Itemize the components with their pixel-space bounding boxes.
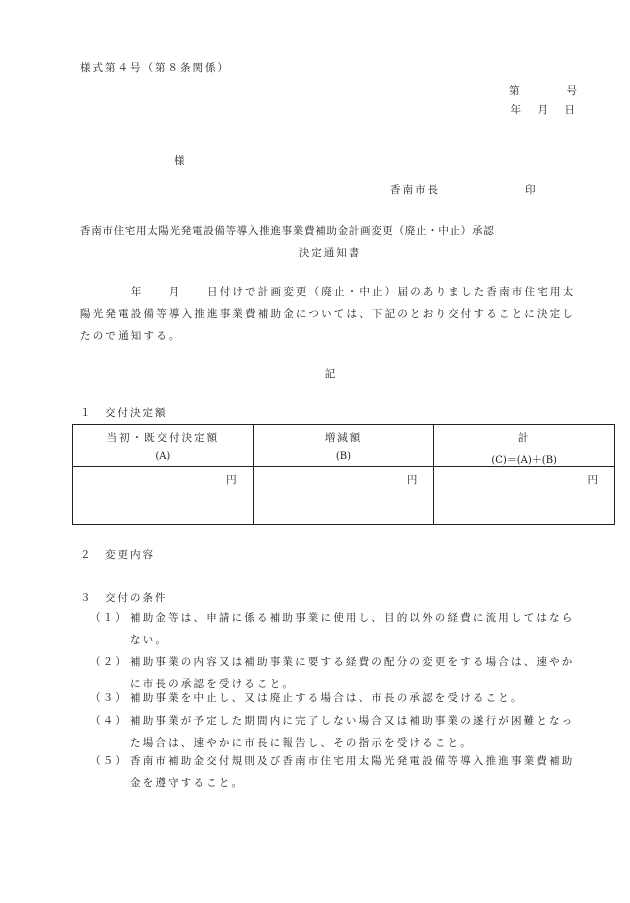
unit-yen: 円 <box>226 474 237 486</box>
condition-number: （３） <box>90 692 129 704</box>
condition-text: 香南市補助金交付規則及び香南市住宅用太陽光発電設備等導入推進事業費補助金を遵守すること。 <box>130 755 575 789</box>
condition-number: （１） <box>90 612 129 624</box>
addressee-suffix: 様 <box>174 155 185 167</box>
condition-number: （４） <box>90 715 129 727</box>
condition-text: 補助事業の内容又は補助事業に要する経費の配分の変更をする場合は、速やかに市長の承認を受けること。 <box>130 656 575 690</box>
section1-heading: １ 交付決定額 <box>80 407 168 419</box>
condition-item <box>90 750 585 794</box>
header-b-label: 増減額 <box>324 432 363 444</box>
document-number: 第 号 <box>509 85 578 97</box>
seal-mark: 印 <box>525 184 536 196</box>
condition-item <box>90 710 585 754</box>
document-title-line2: 決定通知書 <box>298 247 362 259</box>
form-number: 様式第４号（第８条関係） <box>80 62 230 74</box>
header-cell-a <box>73 425 254 467</box>
unit-yen: 円 <box>406 474 418 486</box>
section2-heading: ２ 変更内容 <box>80 549 155 561</box>
condition-number: （５） <box>90 755 129 767</box>
table-header-row <box>73 425 615 467</box>
value-cell-a <box>73 467 254 525</box>
table-value-row <box>73 467 615 525</box>
document-date: 年 月 日 <box>510 104 578 116</box>
header-a-code: (A) <box>155 451 171 462</box>
header-c-label: 計 <box>517 432 531 444</box>
condition-item <box>90 687 585 709</box>
body-paragraph: 年 月 日付けで計画変更（廃止・中止）届のありました香南市住宅用太陽光発電設備等導入推進事業費補助金については、下記のとおり交付することに決定したので通知する。 <box>80 286 576 342</box>
header-cell-b <box>253 425 434 467</box>
header-a-label: 当初・既交付決定額 <box>106 432 220 444</box>
value-cell-b <box>253 467 434 525</box>
value-cell-c <box>434 467 615 525</box>
condition-text: 補助金等は、申請に係る補助事業に使用し、目的以外の経費に流用してはならない。 <box>130 612 575 646</box>
condition-item <box>90 607 585 651</box>
header-b-code: (B) <box>335 451 352 462</box>
header-c-code: (C)＝(A)＋(B) <box>491 455 557 466</box>
ki-marker: 記 <box>324 368 336 380</box>
condition-number: （２） <box>90 656 129 668</box>
condition-text: 補助事業が予定した期間内に完了しない場合又は補助事業の遂行が困難となった場合は、速やかに市長に報告し、その指示を受けること。 <box>130 715 575 749</box>
condition-text: 補助事業を中止し、又は廃止する場合は、市長の承認を受けること。 <box>130 692 524 704</box>
section3-heading: ３ 交付の条件 <box>80 592 168 604</box>
document-title-line1: 香南市住宅用太陽光発電設備等導入推進事業費補助金計画変更（廃止・中止）承認 <box>80 225 495 237</box>
header-cell-c <box>434 425 615 467</box>
grant-amount-table <box>72 424 615 525</box>
issuer-name: 香南市長 <box>390 184 440 196</box>
unit-yen: 円 <box>587 474 598 486</box>
